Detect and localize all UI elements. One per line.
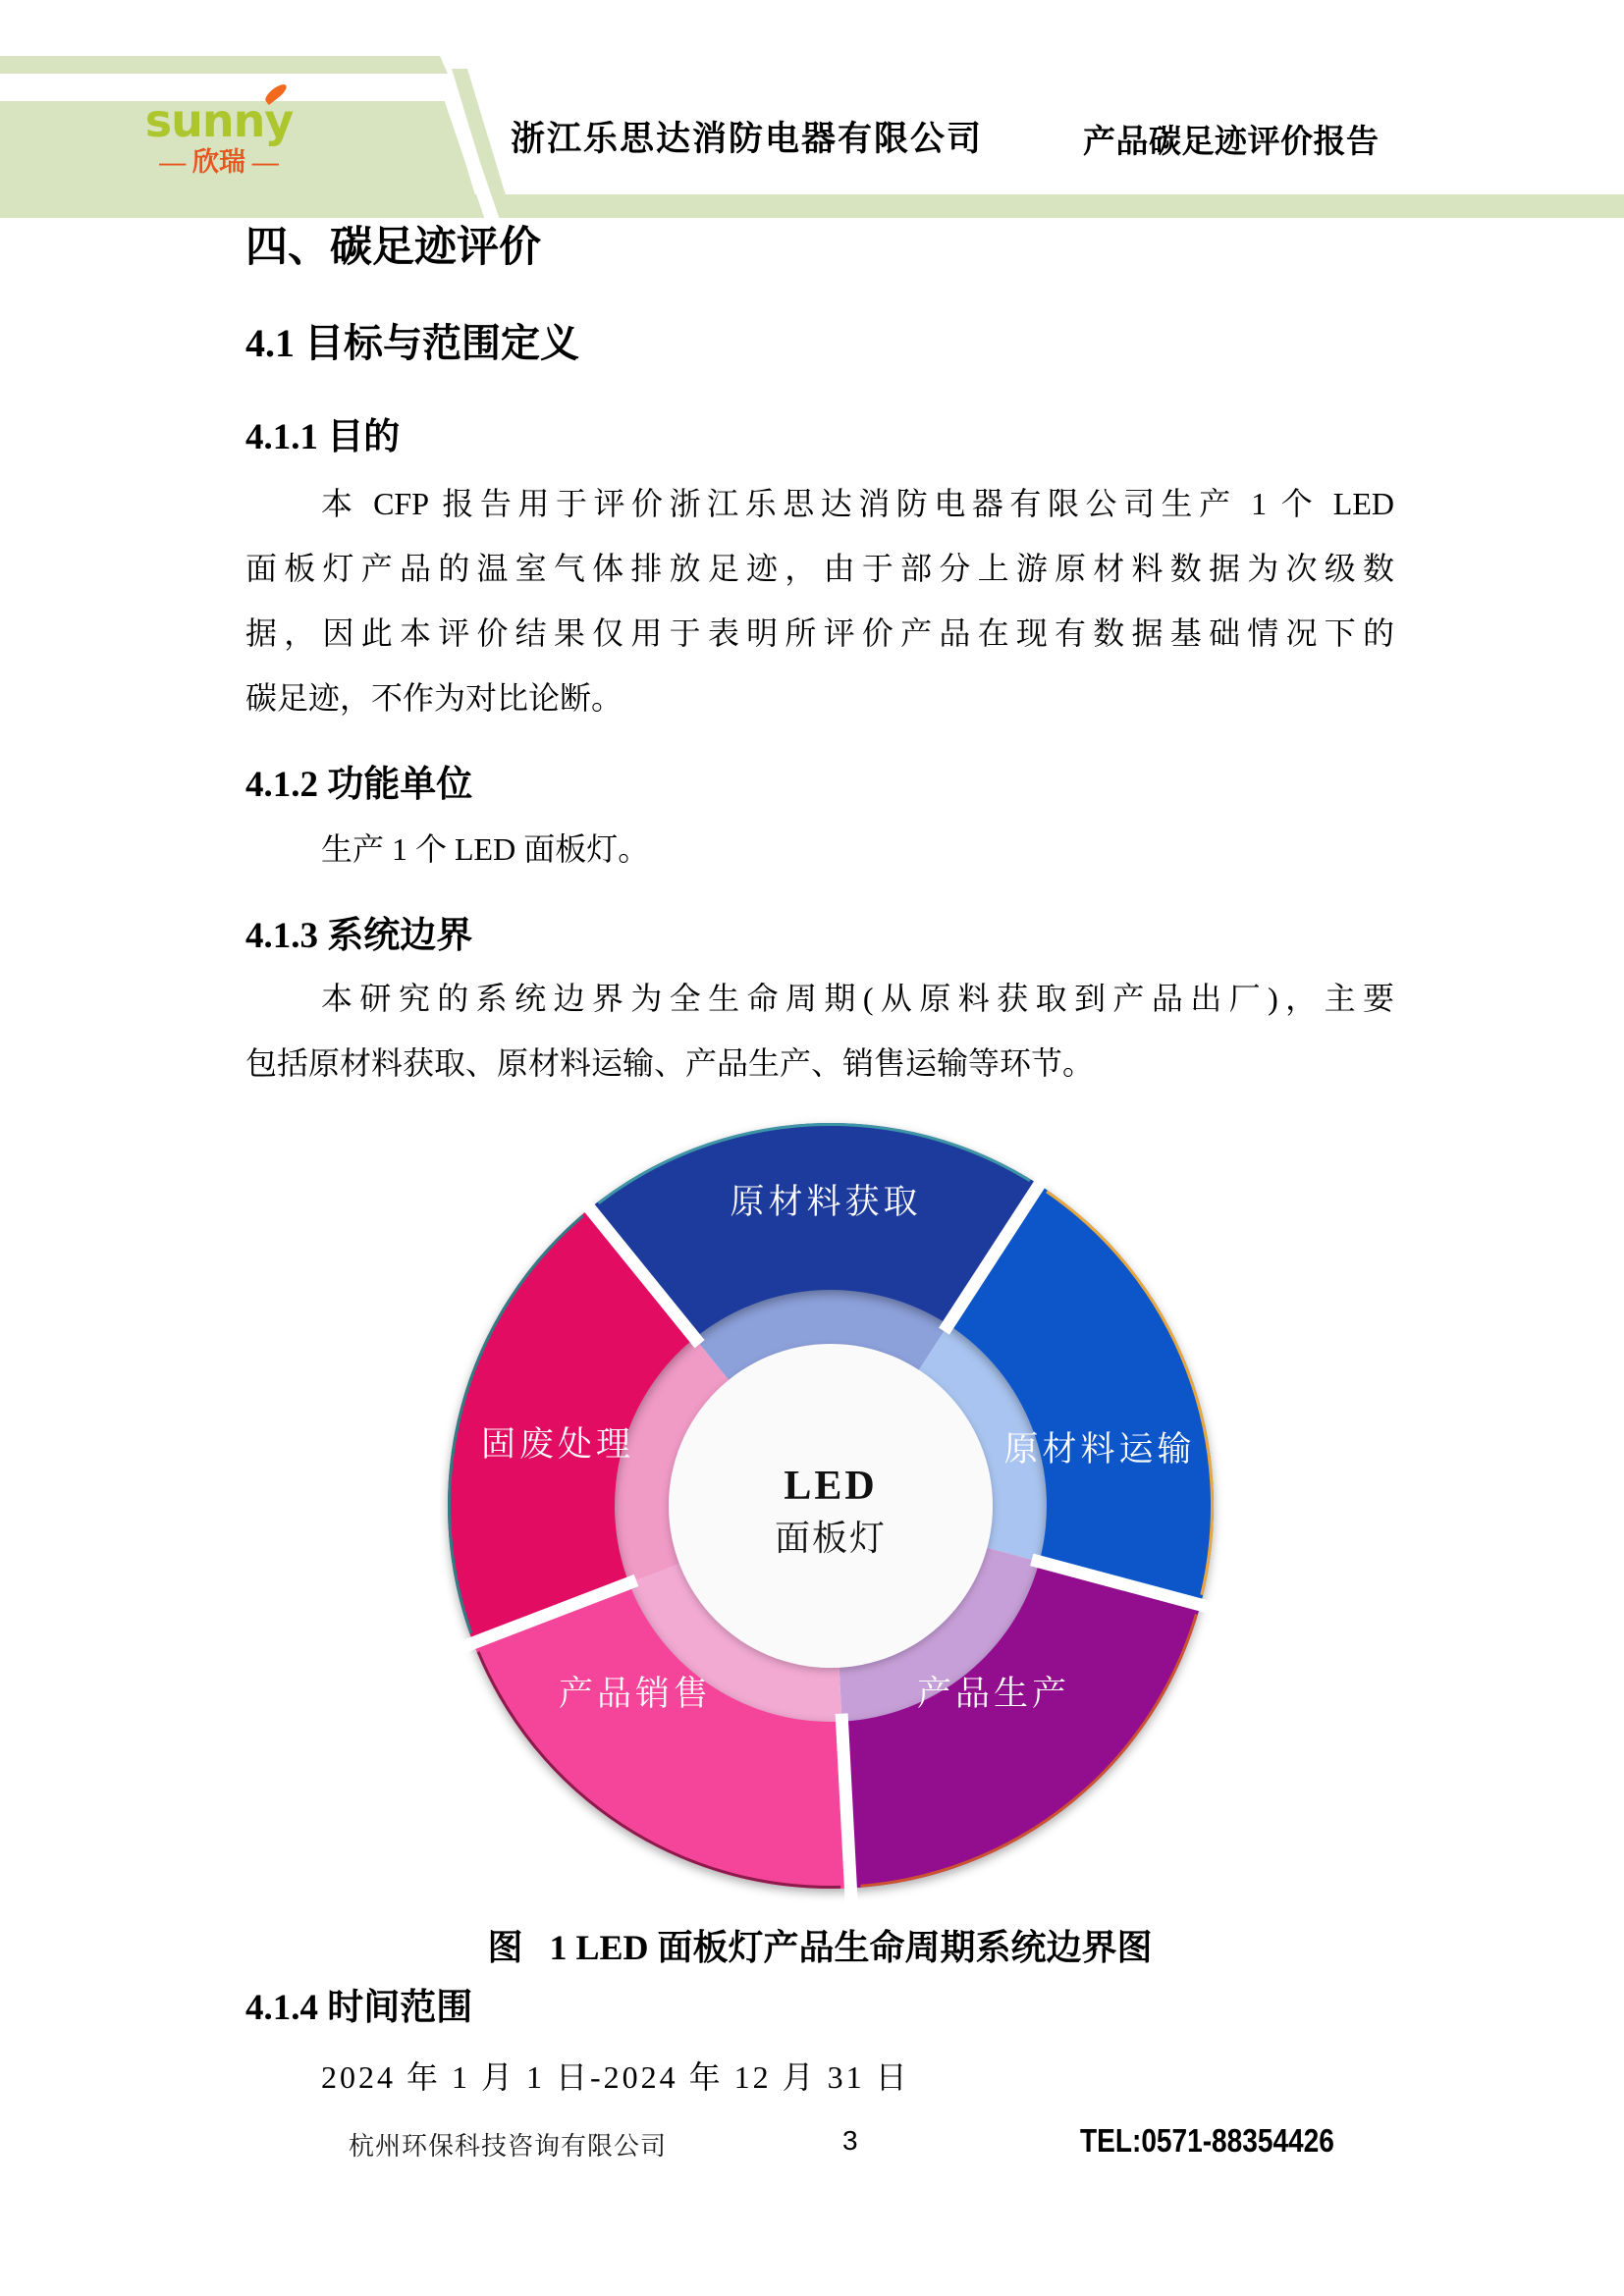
banner-top-strip [0,56,448,74]
svg-text:原材料获取: 原材料获取 [730,1183,922,1221]
logo-wordmark: sunny [144,94,294,147]
footer-phone: TEL:0571-88354426 [1080,2122,1334,2159]
svg-text:原材料运输: 原材料运输 [1003,1430,1196,1468]
paragraph-functional-unit: 生产 1 个 LED 面板灯。 [321,831,650,867]
chapter-heading: 四、碳足迹评价 [245,225,541,271]
subsection-heading-4-1-2: 4.1.2 功能单位 [245,765,473,805]
section-heading-4-1: 4.1 目标与范围定义 [245,321,579,365]
svg-text:面板灯: 面板灯 [774,1519,888,1558]
lifecycle-diagram [440,1103,1225,1904]
lifecycle-diagram-svg [440,1103,1225,1904]
svg-text:产品生产: 产品生产 [916,1675,1071,1713]
paragraph-line: 包括原材料获取、原材料运输、产品生产、销售运输等环节。 [245,1045,1095,1081]
paragraph-system-boundary [245,966,1394,1095]
figure-caption: 图 1 LED 面板灯产品生命周期系统边界图 [487,1928,1153,1967]
paragraph-line: 碳足迹，不作为对比论断。 [245,680,623,716]
logo-subbrand: — 欣瑞 — [159,147,279,177]
subsection-heading-4-1-4: 4.1.4 时间范围 [245,1988,473,2028]
svg-text:固废处理: 固废处理 [480,1425,635,1464]
paragraph-goal [245,471,1394,730]
paragraph-line: 据，因此本评价结果仅用于表明所评价产品在现有数据基础情况下的 [245,615,1394,651]
page-number: 3 [842,2125,858,2156]
paragraph-line: 本研究的系统边界为全生命周期(从原料获取到产品出厂)，主要 [321,981,1394,1016]
footer-company: 杭州环保科技咨询有限公司 [349,2132,668,2161]
subsection-heading-4-1-1: 4.1.1 目的 [245,417,401,457]
header-report-title: 产品碳足迹评价报告 [1083,123,1380,159]
paragraph-line: 面板灯产品的温室气体排放足迹，由于部分上游原材料数据为次级数 [245,551,1394,586]
subsection-heading-4-1-3: 4.1.3 系统边界 [245,916,473,956]
svg-text:产品销售: 产品销售 [558,1675,713,1713]
header-company-name: 浙江乐思达消防电器有限公司 [511,120,984,158]
svg-text:LED: LED [784,1464,878,1509]
paragraph-time-range: 2024 年 1 月 1 日-2024 年 12 月 31 日 [321,2059,910,2095]
paragraph-line: 本 CFP 报告用于评价浙江乐思达消防电器有限公司生产 1 个 LED [321,486,1394,521]
